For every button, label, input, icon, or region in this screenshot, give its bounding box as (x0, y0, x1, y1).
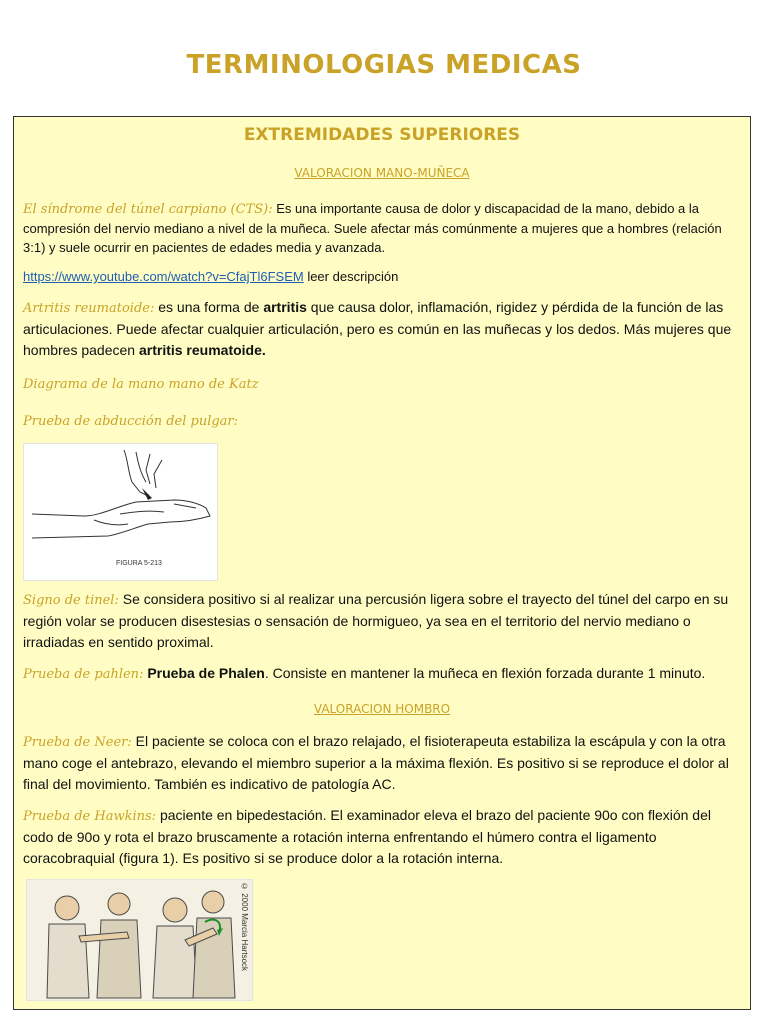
content-panel (13, 116, 751, 1010)
phalen-term: Prueba de pahlen: (23, 667, 144, 682)
subheading-hand-wrist: VALORACION MANO-MUÑECA (294, 166, 470, 180)
neer-text: El paciente se coloca con el brazo relajado, el fisioterapeuta estabiliza la escápula y con la otra mano coge el antebrazo, elevando el miembro superior a la máxima flexión. Es positivo si se reproduce el dolor al final del movimiento. También es indicativo de patología AC. (23, 733, 729, 792)
tinel-paragraph (23, 589, 739, 653)
tinel-term: Signo de tinel: (23, 593, 119, 608)
section-title: EXTREMIDADES SUPERIORES (243, 125, 521, 145)
artritis-bold-2: artritis reumatoide. (138, 342, 266, 358)
cts-text: Es una importante causa de dolor y discapacidad de la mano, debido a la compresión del nervio mediano a nivel de la muñeca. Suele afectar más comúnmente a mujeres que a hombres (relación 3:1) y suele ocurrir en pacientes de edades media y avanzada. (23, 201, 722, 255)
video-note: leer descripción (303, 269, 399, 284)
neer-paragraph (23, 731, 739, 795)
youtube-link[interactable]: https://www.youtube.com/watch?v=CfajTl6FSEM (23, 269, 304, 284)
artritis-paragraph (23, 297, 739, 361)
phalen-text: . Consiste en mantener la muñeca en flexión forzada durante 1 minuto. (264, 665, 706, 681)
artritis-text-1: es una forma de (154, 299, 264, 315)
hawkins-paragraph (23, 805, 739, 869)
katz-term: Diagrama de la mano mano de Katz (23, 377, 259, 392)
thumb-abduction-figure (23, 443, 218, 581)
tinel-text: Se considera positivo si al realizar una percusión ligera sobre el trayecto del túnel del carpo en su región volar se producen disestesias o sensación de hormigueo, ya sea en el territorio del nervio mediano o irradiadas en sentido proximal. (23, 591, 729, 650)
artritis-bold-1: artritis (263, 299, 307, 315)
document-title: TERMINOLOGIAS MEDICAS (186, 50, 582, 80)
abduccion-term: Prueba de abducción del pulgar: (23, 414, 239, 429)
neer-term: Prueba de Neer: (23, 735, 132, 750)
hawkins-text: paciente en bipedestación. El examinador eleva el brazo del paciente 90o con flexión del codo de 90o y rota el brazo bruscamente a rotación interna enfrentando el húmero contra el ligamento coracobraquial (figura 1). Es positivo si se produce dolor a la rotación interna. (23, 807, 711, 866)
phalen-bold: Prueba de Phalen (147, 665, 265, 681)
cts-paragraph (23, 199, 739, 257)
hawkins-term: Prueba de Hawkins: (23, 809, 157, 824)
katz-heading (23, 373, 739, 395)
phalen-paragraph (23, 663, 739, 685)
hawkins-illustration (27, 880, 252, 1000)
artritis-term: Artritis reumatoide: (23, 301, 155, 316)
cts-term: El síndrome del túnel carpiano (CTS): (23, 202, 273, 217)
figure-credit: © 2000 Marcia Hartsock (240, 882, 249, 972)
hawkins-figure (26, 879, 253, 1001)
figure-caption: FIGURA 5-213 (116, 560, 162, 567)
subheading-shoulder: VALORACION HOMBRO (313, 702, 451, 716)
video-line (23, 267, 739, 286)
artritis-text-2: que causa dolor, inflamación, rigidez y pérdida de la función de las articulaciones. Puede afectar cualquier articulación, pero es común en las muñecas y los dedos. Más mujeres que hombres padecen (23, 299, 732, 358)
abduccion-heading (23, 410, 739, 432)
